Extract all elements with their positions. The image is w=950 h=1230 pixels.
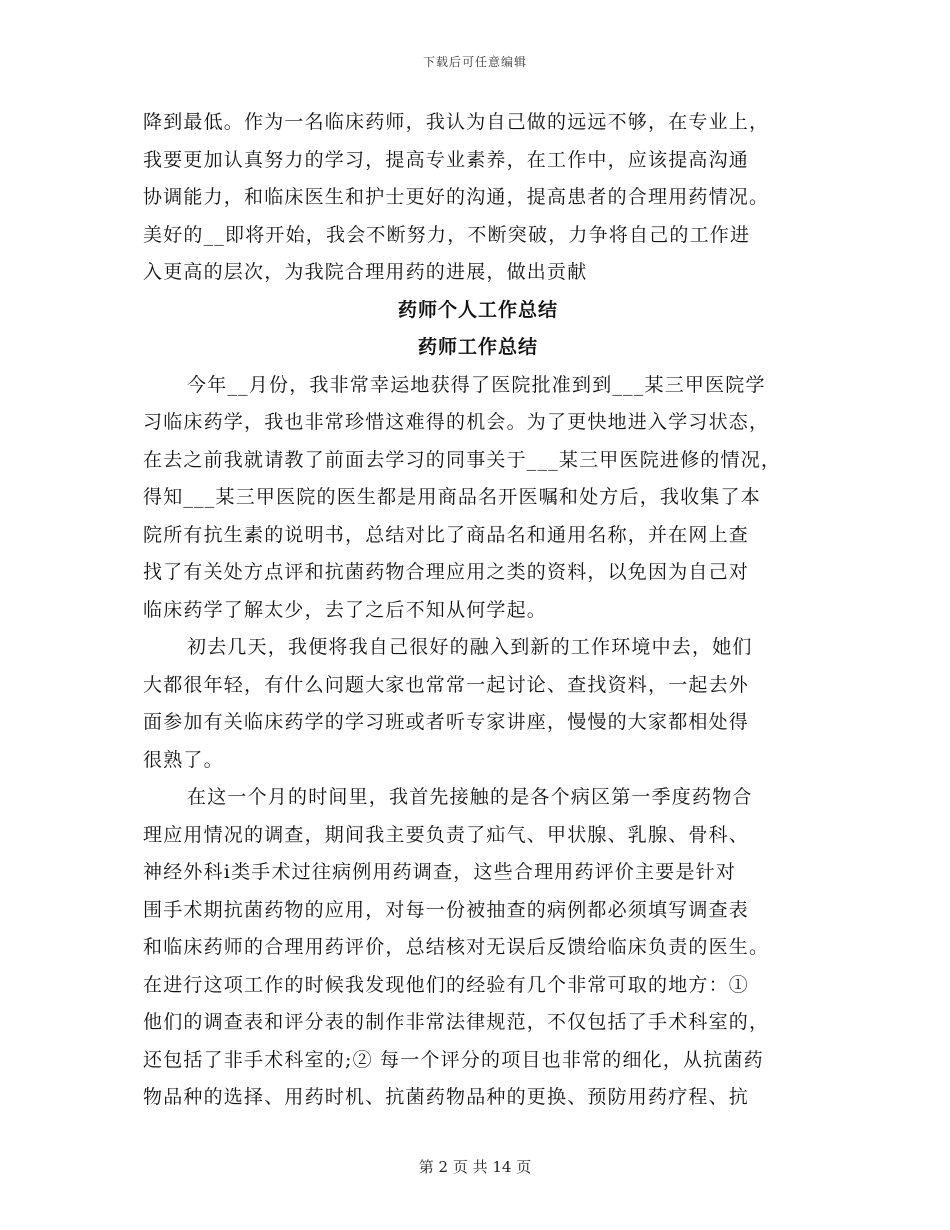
- text-line: 还包括了非手术科室的;② 每一个评分的项目也非常的细化，从抗菌药: [143, 1048, 764, 1071]
- text-line: 今年__月份，我非常幸运地获得了医院批准到到___某三甲医院学: [187, 373, 766, 396]
- text-line: 临床药学了解太少，去了之后不知从何学起。: [143, 598, 548, 621]
- page-header: 下载后可任意编辑: [422, 55, 527, 69]
- text-line: 院所有抗生素的说明书，总结对比了商品名和通用名称，并在网上查: [143, 523, 750, 546]
- text-line: 理应用情况的调查，期间我主要负责了疝气、甲状腺、乳腺、骨科、: [143, 823, 750, 846]
- document-title: 药师个人工作总结: [397, 298, 558, 321]
- text-line: 初去几天，我便将我自己很好的融入到新的工作环境中去，她们: [187, 636, 753, 658]
- document-subtitle: 药师工作总结: [417, 336, 538, 358]
- text-line: 习临床药学，我也非常珍惜这难得的机会。为了更快地进入学习状态，: [143, 411, 770, 433]
- text-line: 围手术期抗菌药物的应用，对每一份被抽查的病例都必须填写调查表: [143, 898, 750, 921]
- text-line: 降到最低。作为一名临床药师，我认为自己做的远远不够，在专业上，: [143, 111, 770, 133]
- text-line: 面参加有关临床药学的学习班或者听专家讲座，慢慢的大家都相处得: [143, 711, 750, 733]
- text-line: 神经外科ⅰ类手术过往病例用药调查，这些合理用药评价主要是针对: [143, 861, 737, 883]
- text-line: 和临床药师的合理用药评价，总结核对无误后反馈给临床负责的医生。: [143, 936, 770, 958]
- document-body: [143, 104, 813, 1117]
- text-line: 大都很年轻，有什么问题大家也常常一起讨论、查找资料，一起去外: [143, 673, 750, 696]
- text-line: 找了有关处方点评和抗菌药物合理应用之类的资料，以免因为自己对: [143, 561, 750, 583]
- text-line: 入更高的层次，为我院合理用药的进展，做出贡献: [143, 261, 588, 283]
- text-line: 在这一个月的时间里，我首先接触的是各个病区第一季度药物合: [187, 786, 753, 808]
- page-footer: 第 2 页 共 14 页: [418, 1158, 532, 1176]
- paragraph-1: [143, 367, 813, 630]
- text-line: 在进行这项工作的时候我发现他们的经验有几个非常可取的地方：①: [143, 973, 750, 996]
- text-line: 得知___某三甲医院的医生都是用商品名开医嘱和处方后，我收集了本: [143, 486, 761, 508]
- text-line: 在去之前我就请教了前面去学习的同事关于___某三甲医院进修的情况，: [143, 448, 782, 471]
- text-line: 协调能力，和临床医生和护士更好的沟通，提高患者的合理用药情况。: [143, 186, 770, 208]
- text-line: 美好的__即将开始，我会不断努力，不断突破，力争将自己的工作进: [143, 223, 751, 246]
- text-line: 很熟了。: [143, 748, 224, 771]
- paragraph-3: [143, 779, 813, 1117]
- text-line: 物品种的选择、用药时机、抗菌药物品种的更换、预防用药疗程、抗: [143, 1086, 750, 1108]
- paragraph-2: [143, 629, 813, 779]
- text-line: 他们的调查表和评分表的制作非常法律规范，不仅包括了手术科室的，: [143, 1011, 770, 1033]
- text-line: 我要更加认真努力的学习，提高专业素养，在工作中，应该提高沟通: [143, 148, 750, 171]
- intro-paragraph: [143, 104, 813, 292]
